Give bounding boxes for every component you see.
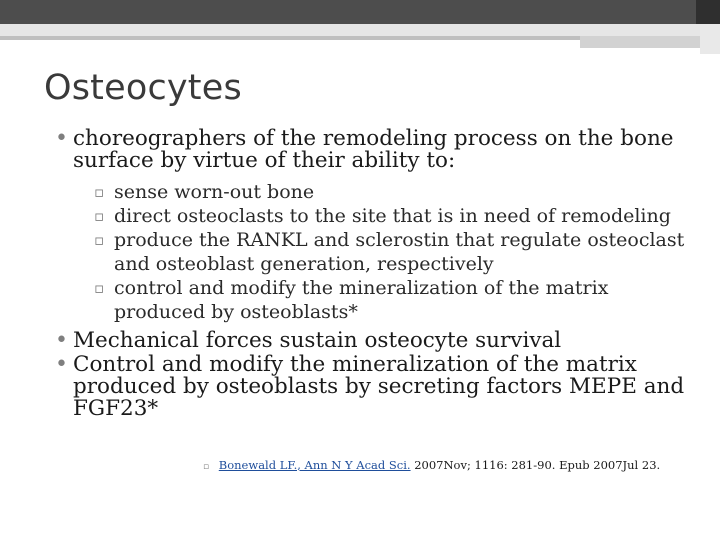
bullet-item xyxy=(56,330,696,352)
square-bullet-icon: ▫ xyxy=(94,207,105,225)
citation-link[interactable]: Bonewald LF., Ann N Y Acad Sci. xyxy=(218,458,411,472)
bullet-text: Mechanical forces sustain osteocyte survival xyxy=(73,328,562,353)
top-decor-bar xyxy=(0,0,720,24)
sub-bullet-item xyxy=(94,276,696,324)
bullet-dot-icon: • xyxy=(55,328,68,353)
bullet-dot-icon: • xyxy=(55,126,68,151)
sub-bullet-text: control and modify the mineralization of the matrix produced by osteoblasts* xyxy=(114,277,609,323)
square-bullet-icon: ▫ xyxy=(203,462,210,472)
top-decor-strip xyxy=(0,24,720,36)
slide-title: Osteocytes xyxy=(44,68,242,108)
bullet-item xyxy=(56,354,696,420)
sub-bullet-item xyxy=(94,180,696,204)
top-decor-corner xyxy=(696,0,720,24)
citation-text: 2007Nov; 1116: 281-90. Epub 2007Jul 23. xyxy=(414,458,661,472)
bullet-text: choreographers of the remodeling process on the bone surface by virtue of their ability to: xyxy=(73,126,674,173)
square-bullet-icon: ▫ xyxy=(94,231,105,249)
sub-bullet-text: sense worn-out bone xyxy=(114,181,315,203)
sub-bullet-list xyxy=(56,180,696,324)
slide-body xyxy=(56,128,696,422)
bullet-item xyxy=(56,128,696,172)
top-decor-accent xyxy=(580,36,700,48)
bullet-dot-icon: • xyxy=(55,352,68,377)
sub-bullet-item xyxy=(94,204,696,228)
citation xyxy=(203,458,660,472)
square-bullet-icon: ▫ xyxy=(94,279,105,297)
square-bullet-icon: ▫ xyxy=(94,183,105,201)
right-decor-edge xyxy=(700,24,720,54)
sub-bullet-text: produce the RANKL and sclerostin that regulate osteoclast and osteoblast generation, respectively xyxy=(114,229,685,275)
bullet-text: Control and modify the mineralization of the matrix produced by osteoblasts by secreting factors MEPE and FGF23* xyxy=(73,352,685,421)
sub-bullet-text: direct osteoclasts to the site that is in need of remodeling xyxy=(114,205,671,227)
sub-bullet-item xyxy=(94,228,696,276)
